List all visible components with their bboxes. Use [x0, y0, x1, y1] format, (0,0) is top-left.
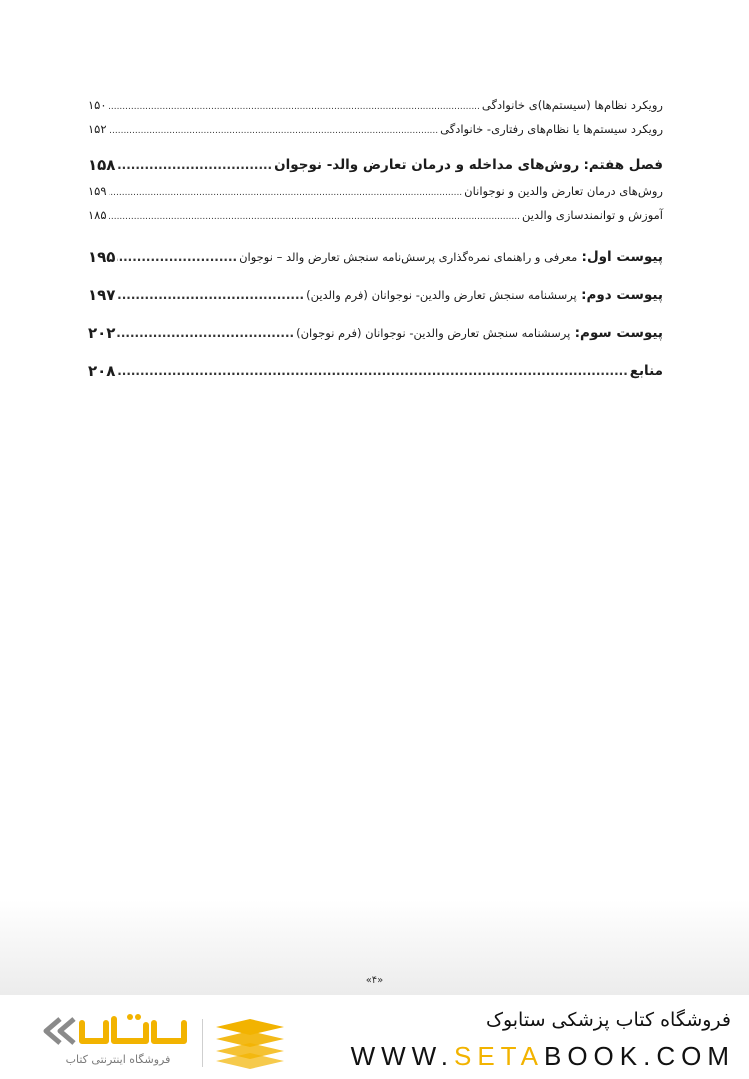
toc-leader-dots: [117, 250, 237, 264]
toc-appendix-entry[interactable]: [88, 276, 663, 314]
toc-entry[interactable]: [88, 98, 663, 122]
toc-entry[interactable]: [88, 208, 663, 232]
url-prefix: WWW.: [350, 1041, 454, 1071]
logo-divider: [202, 1019, 203, 1067]
toc-entry-lead: فصل هفتم:: [583, 157, 663, 173]
toc-entry-title: [630, 363, 663, 379]
toc-entry[interactable]: [88, 184, 663, 208]
url-suffix: BOOK.COM: [543, 1041, 735, 1071]
table-of-contents: [88, 98, 663, 390]
toc-entry-page: ۱۹۵: [88, 248, 116, 266]
toc-entry-page: ۱۸۵: [88, 208, 107, 222]
toc-entry-page: ۱۵۸: [88, 156, 116, 174]
toc-entry-title-text: پرسشنامه سنجش تعارض والدین- نوجوانان (فرم والدین): [306, 288, 577, 302]
toc-references-entry[interactable]: [88, 352, 663, 390]
toc-entry[interactable]: [88, 122, 663, 146]
url-accent: SETA: [454, 1041, 544, 1071]
toc-leader-dots: [117, 326, 294, 340]
store-title: فروشگاه کتاب پزشکی ستابوک: [485, 1009, 731, 1031]
toc-entry-title: [296, 325, 663, 341]
toc-leader-dots: [109, 212, 520, 222]
toc-entry-page: ۱۵۰: [88, 98, 107, 112]
toc-leader-dots: [109, 102, 480, 112]
page-number-footer: «۴»: [365, 975, 384, 986]
toc-entry-title: [306, 287, 663, 303]
toc-entry-lead: پیوست دوم:: [581, 287, 663, 303]
store-url-link[interactable]: [351, 1041, 735, 1072]
toc-leader-dots: [117, 158, 272, 172]
toc-entry-title-text: روش‌های مداخله و درمان تعارض والد- نوجوان: [274, 157, 580, 173]
toc-entry-title: آموزش و توانمندسازی والدین: [521, 208, 663, 222]
toc-entry-lead: پیوست اول:: [581, 249, 663, 265]
logo-caption: فروشگاه اینترنتی کتاب: [65, 1053, 171, 1066]
toc-entry-page: ۱۵۲: [88, 122, 107, 136]
toc-entry-title-text: معرفی و راهنمای نمره‌گذاری پرسش‌نامه سنجش تعارض والد – نوجوان: [239, 250, 578, 264]
toc-appendix-entry[interactable]: [88, 314, 663, 352]
toc-entry-title: رویکرد سیستم‌ها یا نظام‌های رفتاری- خانوادگی: [440, 122, 663, 136]
toc-leader-dots: [117, 364, 627, 378]
setabook-wordmark: [38, 1011, 198, 1051]
toc-leader-dots: [117, 288, 304, 302]
toc-entry-title: [274, 157, 663, 173]
toc-entry-lead: منابع: [629, 363, 663, 379]
toc-entry-page: ۲۰۸: [88, 362, 116, 380]
toc-entry-title: [239, 249, 663, 265]
toc-entry-page: ۱۹۷: [88, 286, 116, 304]
toc-leader-dots: [109, 188, 463, 198]
toc-chapter-entry[interactable]: [88, 146, 663, 184]
toc-appendix-entry[interactable]: [88, 238, 663, 276]
store-banner[interactable]: [0, 995, 749, 1079]
toc-leader-dots: [109, 126, 439, 136]
setabook-logo-icon: [212, 1017, 288, 1071]
toc-entry-title-text: پرسشنامه سنجش تعارض والدین- نوجوانان (فرم نوجوان): [296, 326, 571, 340]
toc-entry-lead: پیوست سوم:: [574, 325, 663, 341]
toc-entry-page: ۱۵۹: [88, 184, 107, 198]
toc-entry-page: ۲۰۲: [88, 324, 116, 342]
toc-entry-title: رویکرد نظام‌ها (سیستم‌ها)ی خانوادگی: [481, 98, 663, 112]
toc-entry-title: روش‌های درمان تعارض والدین و نوجوانان: [464, 184, 663, 198]
